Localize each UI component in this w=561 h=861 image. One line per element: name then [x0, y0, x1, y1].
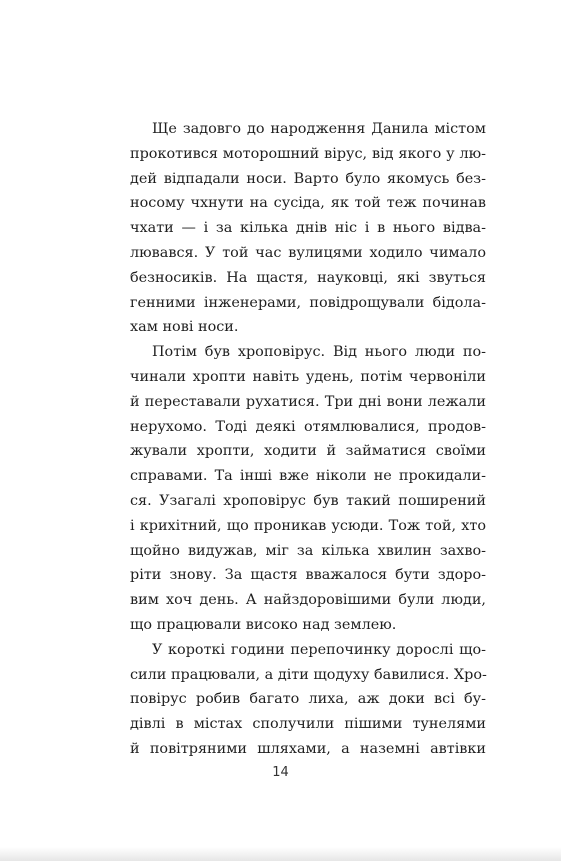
text-line: ся. Узагалі хроповірус був такий поширений [130, 492, 486, 509]
body-text [130, 117, 486, 762]
text-line: жували хропти, ходити й займатися своїми [130, 443, 486, 460]
text-line: вим хоч день. А найздоровішими були люди, [130, 592, 486, 609]
text-line: генними інженерами, повідрощували бідола- [130, 294, 486, 311]
text-line: дей відпадали носи. Варто було якомусь без- [130, 170, 486, 187]
page-number: 14 [272, 765, 289, 780]
text-line: щойно видужав, міг за кілька хвилин захво- [130, 542, 486, 559]
text-line: й переставали рухатися. Три дні вони лежали [130, 393, 486, 410]
text-line: хам нові носи. [130, 319, 239, 336]
text-line: прокотився моторошний вірус, від якого у лю- [130, 145, 486, 162]
text-line: Потім був хроповірус. Від нього люди по- [152, 344, 486, 361]
text-line: сили працювали, а діти щодуху бавилися. Хро- [130, 666, 487, 683]
text-line: чинали хропти навіть удень, потім червоніли [130, 368, 486, 385]
text-line: лювався. У той час вулицями ходило чимало [130, 244, 486, 261]
text-line: носому чхнути на сусіда, як той теж починав [130, 195, 486, 212]
text-line: і крихітний, що проникав усюди. Тож той, хто [130, 517, 486, 534]
text-line: повірус робив багато лиха, аж доки всі бу- [130, 691, 486, 708]
text-line: чхати — і за кілька днів ніс і в нього відва- [130, 220, 486, 237]
text-line: ріти знову. За щастя вважалося бути здоро- [130, 567, 486, 584]
text-line: безносиків. На щастя, науковці, які звуться [130, 269, 486, 286]
text-line: нерухомо. Тоді деякі отямлювалися, продов- [130, 418, 486, 435]
text-line: що працювали високо над землею. [130, 616, 397, 633]
page-edge-shadow [0, 847, 561, 861]
text-line: справами. Та інші вже ніколи не прокидали- [130, 468, 486, 485]
text-line: й повітряними шляхами, а наземні автівки [130, 740, 486, 757]
text-line: дівлі в містах сполучили пішими тунелями [130, 716, 486, 733]
text-line: У короткі години перепочинку дорослі що- [152, 641, 486, 658]
text-line: Ще задовго до народження Данила містом [152, 121, 486, 137]
